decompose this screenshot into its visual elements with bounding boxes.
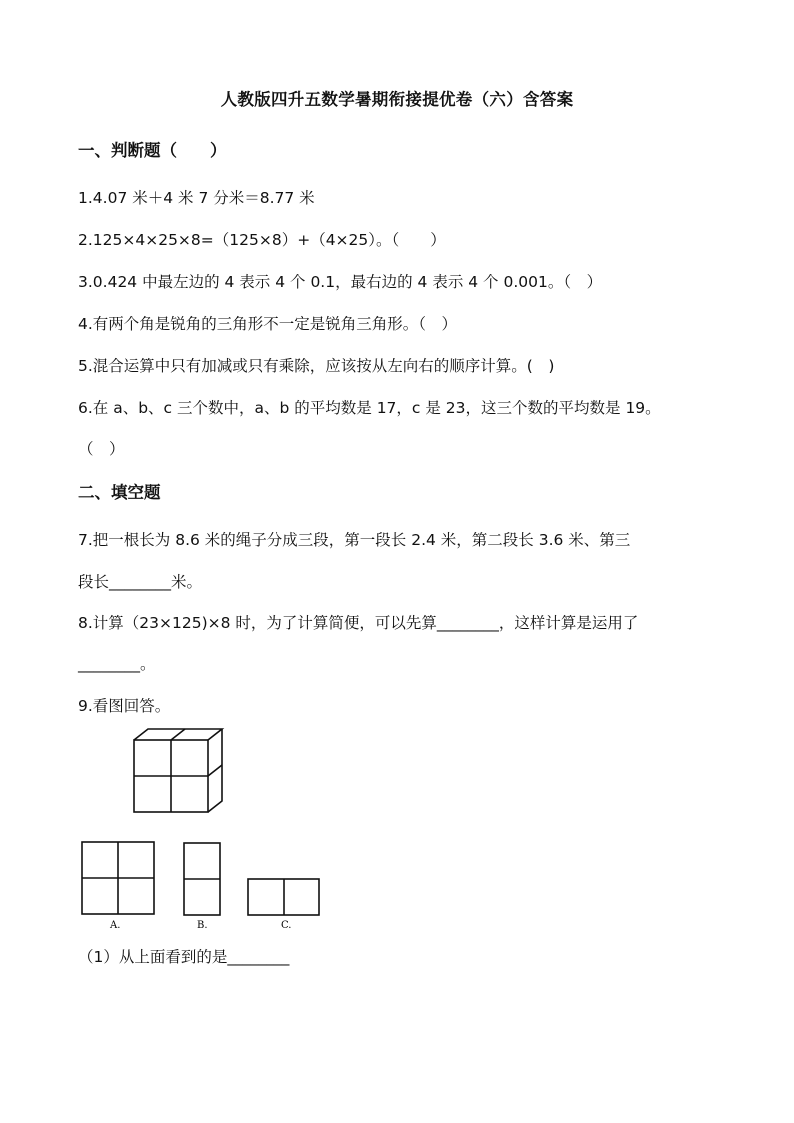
question-7-line-1: 7.把一根长为 8.6 米的绳子分成三段，第一段长 2.4 米，第二段长 3.6 米、第三: [78, 531, 631, 549]
question-5: 5.混合运算中只有加减或只有乘除，应该按从左向右的顺序计算。( ): [78, 357, 555, 375]
question-9: 9.看图回答。: [78, 697, 171, 715]
option-c-figure: [248, 879, 319, 915]
question-6-line-1: 6.在 a、b、c 三个数中，a、b 的平均数是 17，c 是 23，这三个数的平均数是 19。: [78, 399, 661, 417]
question-8-line-2: ________。: [78, 655, 156, 673]
option-c-label: C.: [281, 920, 292, 931]
section-heading-judgement: 一、判断题（ ）: [78, 141, 227, 160]
question-7-line-2: 段长________米。: [78, 573, 203, 591]
question-3: 3.0.424 中最左边的 4 表示 4 个 0.1，最右边的 4 表示 4 个 0.001。（ ）: [78, 273, 603, 291]
question-9-sub-1: （1）从上面看到的是________: [78, 948, 290, 966]
section-heading-fill-in: 二、填空题: [78, 483, 161, 502]
question-8-line-1: 8.计算（23×125)×8 时，为了计算简便，可以先算________，这样计算是运用了: [78, 614, 639, 632]
option-b-label: B.: [197, 920, 208, 931]
page-title: 人教版四升五数学暑期衔接提优卷（六）含答案: [220, 90, 574, 109]
cube-stack-figure: [134, 729, 222, 812]
question-6-line-2: （ ）: [78, 440, 125, 458]
option-a-figure: [82, 842, 154, 914]
option-a-label: A.: [110, 920, 121, 931]
question-4: 4.有两个角是锐角的三角形不一定是锐角三角形。（ ）: [78, 315, 458, 333]
question-1: 1.4.07 米＋4 米 7 分米＝8.77 米: [78, 189, 315, 207]
question-2: 2.125×4×25×8=（125×8）+（4×25）。（ ）: [78, 231, 446, 249]
option-b-figure: [184, 843, 220, 915]
